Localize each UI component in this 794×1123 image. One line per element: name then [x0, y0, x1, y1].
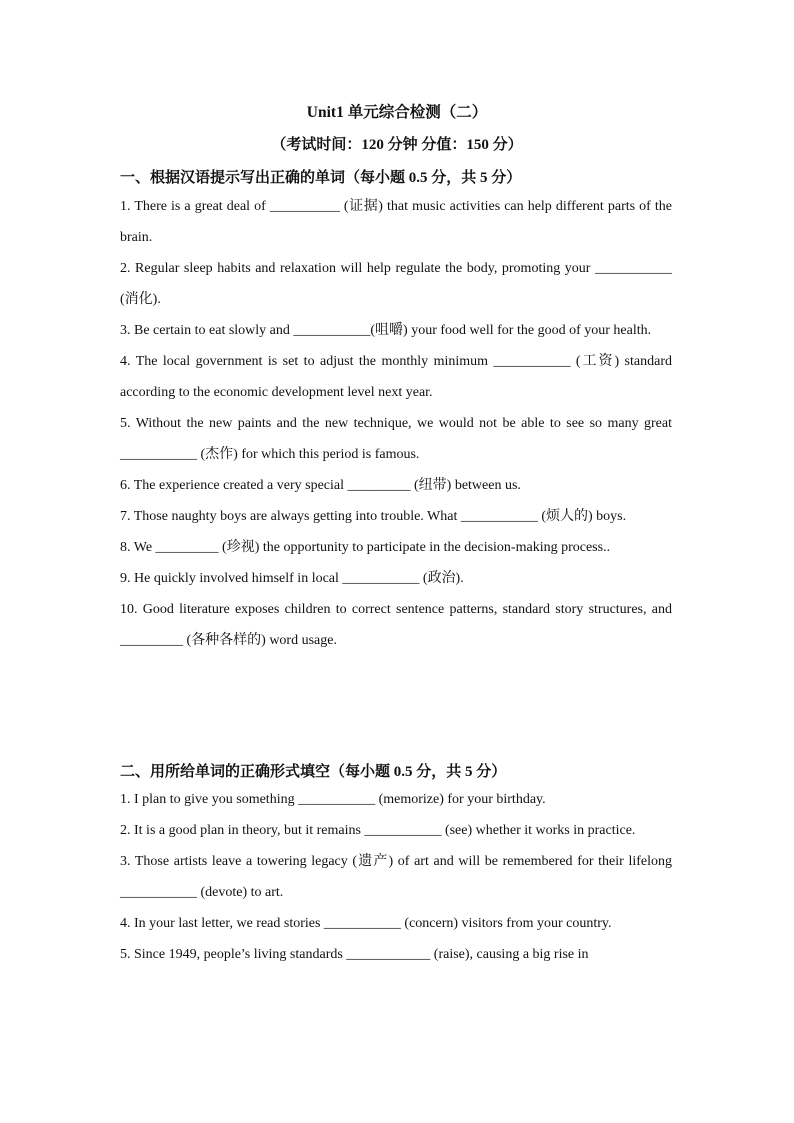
question-1-10: 10. Good literature exposes children to correct sentence patterns, standard story structures, and _________ (各种各样的) word usage.: [120, 602, 672, 648]
question-1-5: 5. Without the new paints and the new technique, we would not be able to see so many great ___________ (杰作) for which this period is famous.: [120, 416, 672, 462]
section-2-heading: 二、用所给单词的正确形式填空（每小题 0.5 分，共 5 分）: [120, 764, 507, 780]
section-1-questions: [120, 191, 672, 656]
question-2-4: 4. In your last letter, we read stories ___________ (concern) visitors from your country.: [120, 916, 612, 931]
question-1-8: 8. We _________ (珍视) the opportunity to participate in the decision-making process..: [120, 540, 611, 555]
question-1-7: 7. Those naughty boys are always getting into trouble. What ___________ (烦人的) boys.: [120, 509, 627, 524]
section-2-questions: [120, 784, 672, 970]
question-1-1: 1. There is a great deal of __________ (证据) that music activities can help different parts of the brain.: [120, 199, 672, 245]
question-2-1: 1. I plan to give you something ___________ (memorize) for your birthday.: [120, 792, 546, 807]
section-1-heading: 一、根据汉语提示写出正确的单词（每小题 0.5 分，共 5 分）: [120, 170, 522, 186]
question-2-2: 2. It is a good plan in theory, but it remains ___________ (see) whether it works in practice.: [120, 823, 636, 838]
question-2-3: 3. Those artists leave a towering legacy (遗产) of art and will be remembered for their lifelong ___________ (devote) to art.: [120, 854, 672, 900]
question-1-3: 3. Be certain to eat slowly and ___________(咀嚼) your food well for the good of your health.: [120, 323, 652, 338]
question-1-9: 9. He quickly involved himself in local ___________ (政治).: [120, 571, 464, 586]
question-1-4: 4. The local government is set to adjust the monthly minimum ___________ (工资) standard according to the economic development level next year.: [120, 354, 672, 400]
document-title: Unit1 单元综合检测（二）: [306, 104, 488, 121]
question-1-2: 2. Regular sleep habits and relaxation will help regulate the body, promoting your ___________ (消化).: [120, 261, 672, 307]
question-2-5: 5. Since 1949, people’s living standards ____________ (raise), causing a big rise in: [120, 947, 589, 962]
question-1-6: 6. The experience created a very special _________ (纽带) between us.: [120, 478, 521, 493]
exam-info: （考试时间：120 分钟 分值：150 分）: [271, 137, 523, 153]
